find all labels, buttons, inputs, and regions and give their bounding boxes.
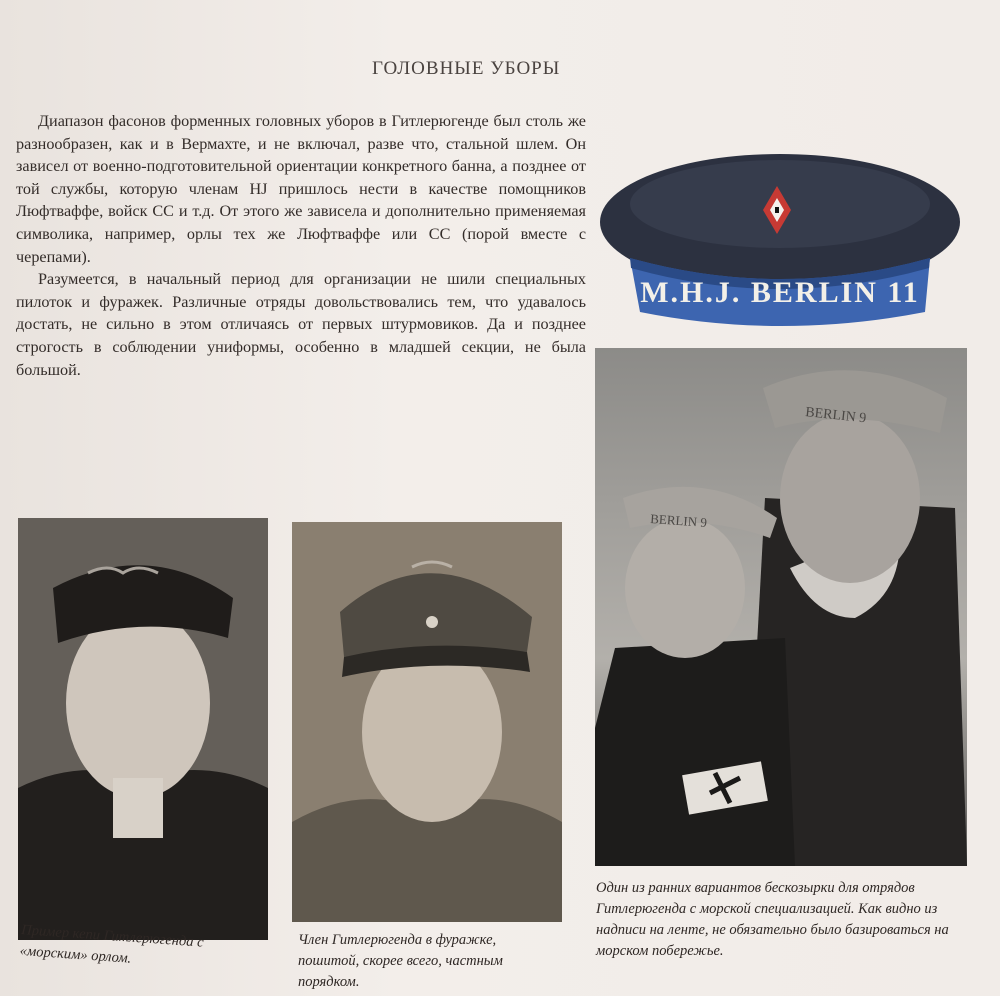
front-cap-band-text: BERLIN 9 xyxy=(649,511,708,530)
peaked-cap-portrait-photo xyxy=(292,522,562,922)
paragraph-2: Разумеется, в начальный период для организации не шили специальных пилоток и фуражек. Различные отряды довольствовались тем, что удавалось достать, не сильно в этом отличаясь от первых штурмовиков. Да и позднее строгость в соблюдении униформы, особенно в младшей секции, не была большой. xyxy=(16,270,586,379)
back-cap-band-text: BERLIN 9 xyxy=(804,405,867,427)
caption-right: Один из ранних вариантов бескозырки для отрядов Гитлерюгенда с морской специализацией. Как видно из надписи на ленте, не обязательно было базироваться на морском побережье. xyxy=(596,880,949,959)
page-heading: ГОЛОВНЫЕ УБОРЫ xyxy=(372,58,561,79)
sailor-cap-photo xyxy=(595,140,965,340)
cap-band-text: M.H.J. BERLIN 11 xyxy=(640,276,920,309)
cap-portrait-photo xyxy=(18,518,268,940)
paragraph-1: Диапазон фасонов форменных головных уборов в Гитлерюгенде был столь же разнообразен, как и в Вермахте, и не включал, разве что, стальной шлем. Он зависел от военно-подготовительной ориентации конкретного банна, а позднее от той службы, которую членам HJ пришлось нести в качестве помощников Люфтваффе, войск СС и т.д. От этого же зависела и дополнительно применяемая символика, например, орлы тех же Люфтваффе или СС (порой вместе с черепами). xyxy=(16,112,586,266)
caption-middle: Член Гитлерюгенда в фуражке, пошитой, скорее всего, частным порядком. xyxy=(298,932,503,990)
body-text xyxy=(16,110,586,381)
caption-left: Пример кепи Гитлерюгенда с «морским» орлом. xyxy=(19,921,205,967)
sailors-photo xyxy=(595,348,967,866)
